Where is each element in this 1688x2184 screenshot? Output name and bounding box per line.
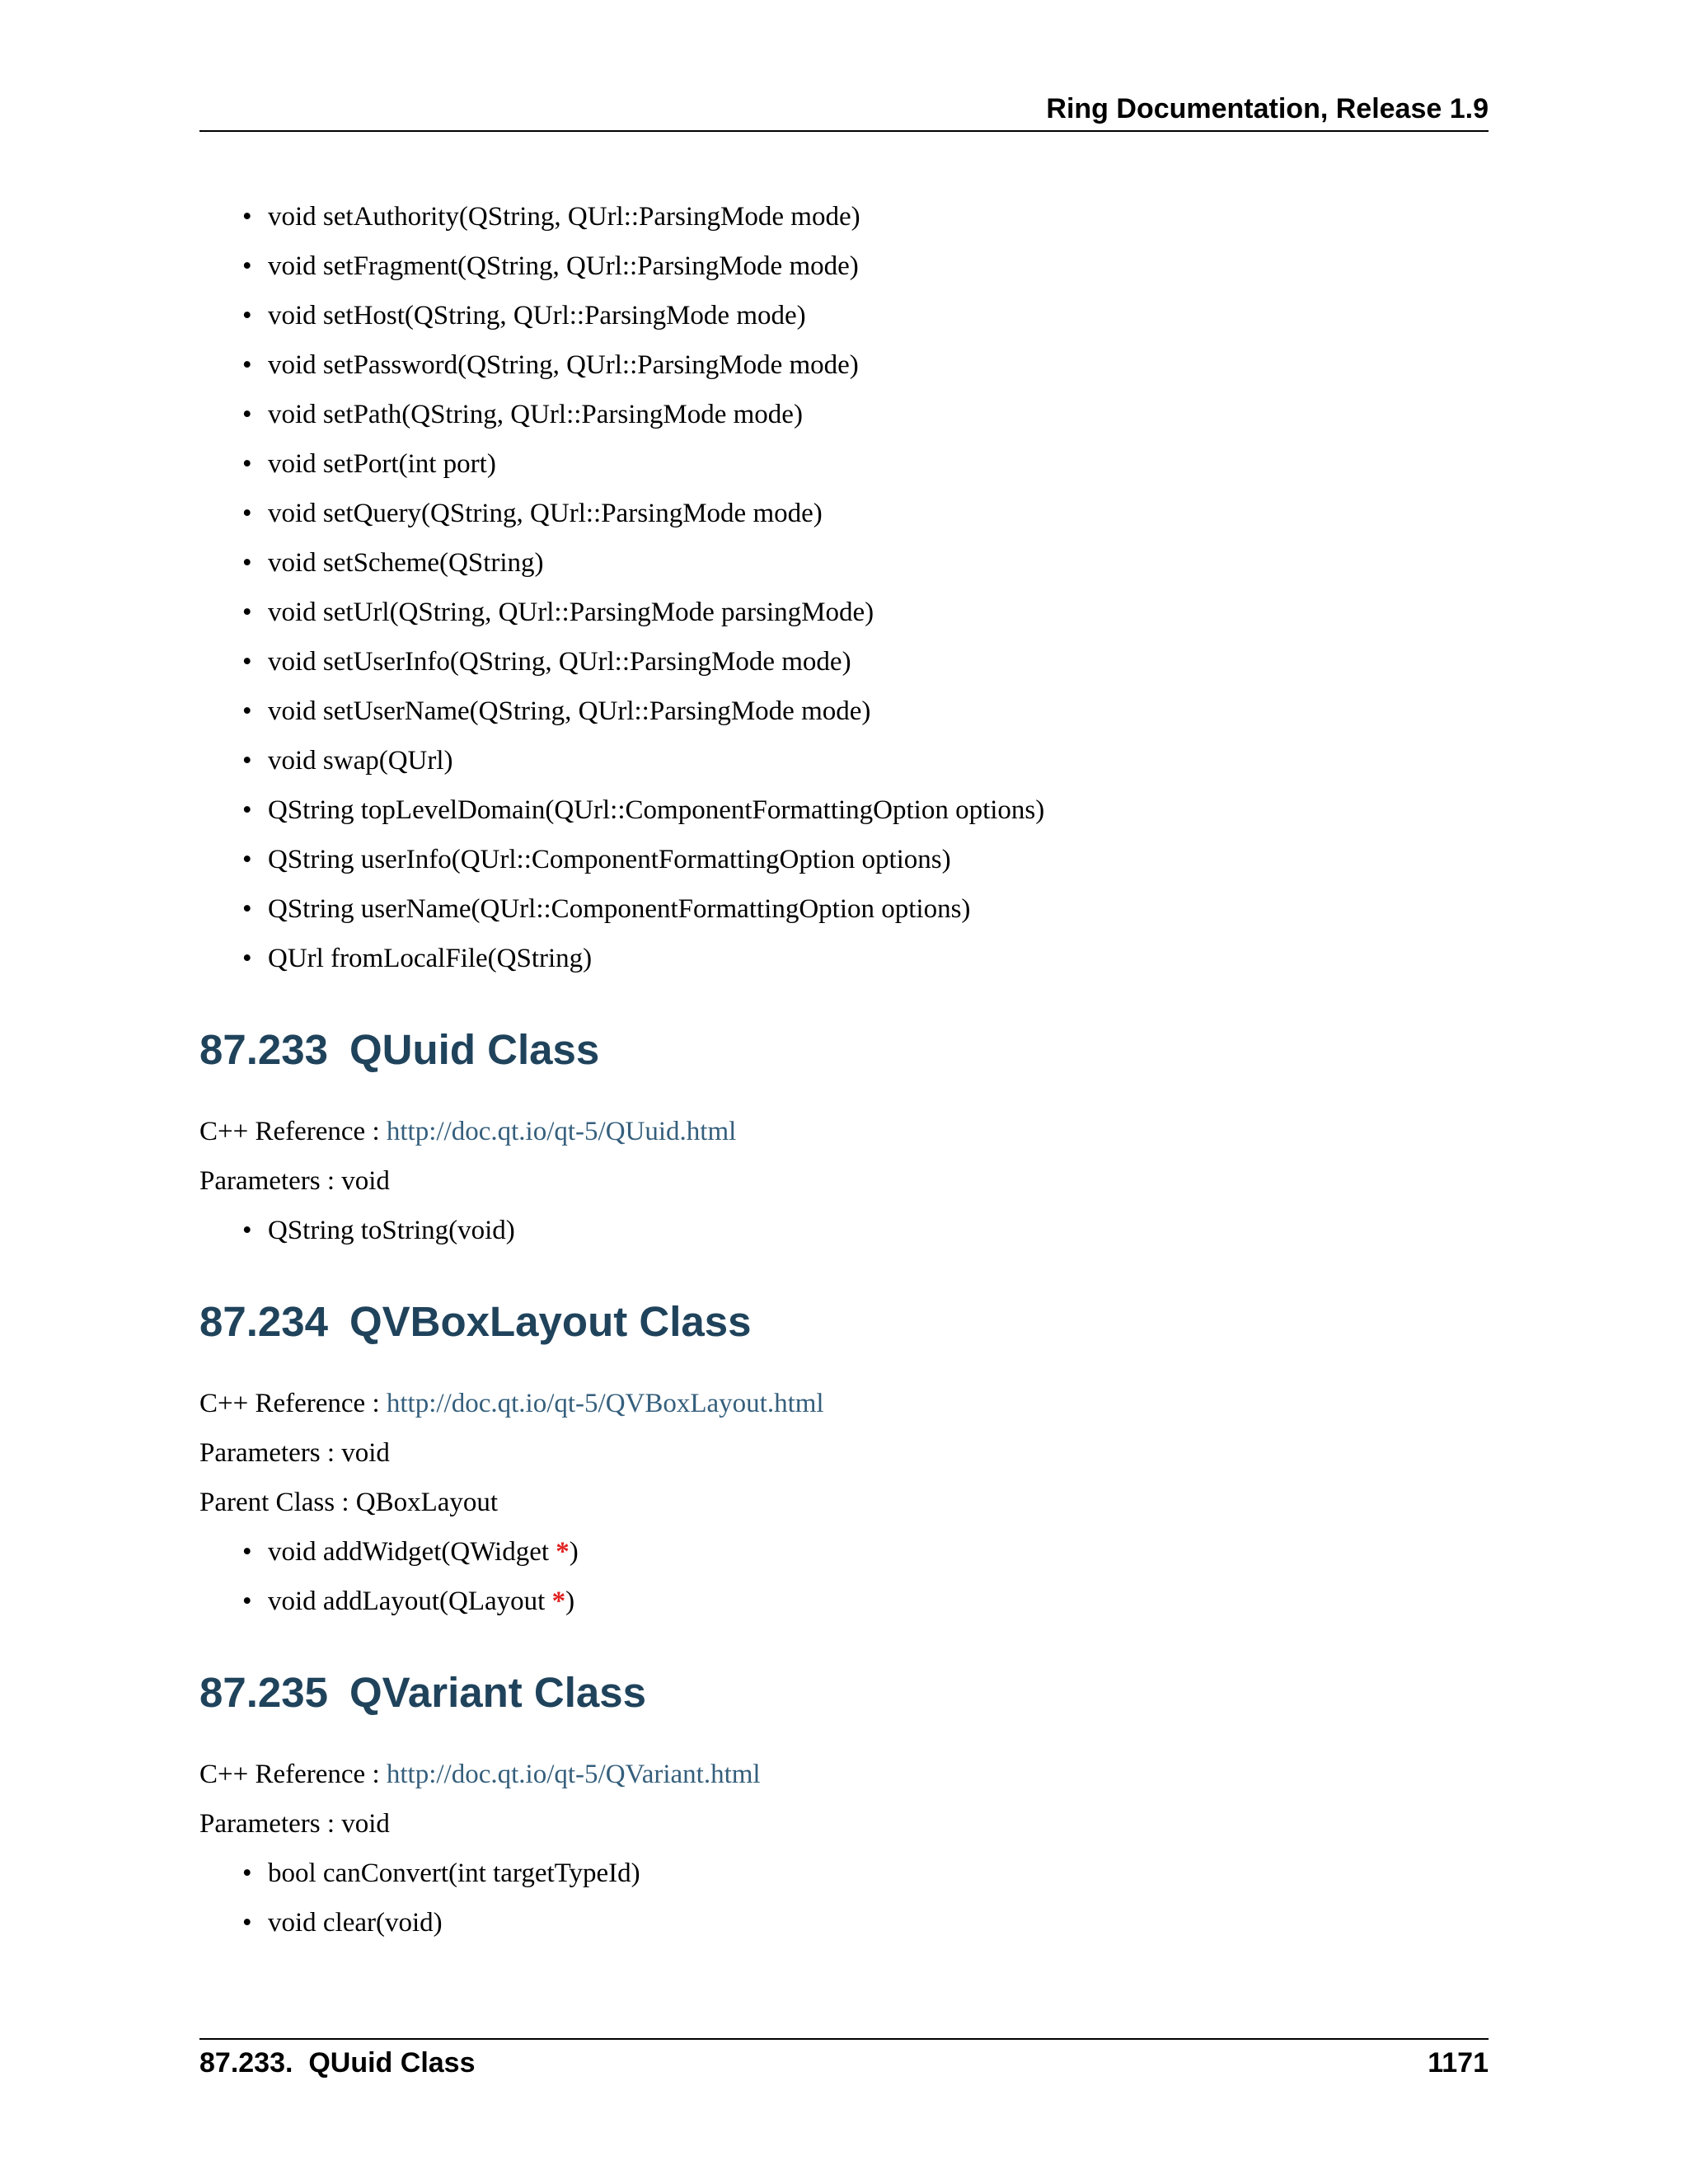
method-text: void setUserInfo(QString, QUrl::ParsingMode mode) — [268, 647, 851, 677]
bullet: • — [242, 449, 252, 479]
parameters-line: Parameters : void — [199, 1166, 390, 1196]
list-item — [199, 295, 1489, 344]
method-text: void setPath(QString, QUrl::ParsingMode mode) — [268, 400, 803, 429]
section-title: QVBoxLayout Class — [349, 1298, 752, 1345]
list-item — [199, 1902, 1489, 1952]
method-text: void swap(QUrl) — [268, 746, 453, 776]
bullet: • — [242, 301, 252, 330]
section-heading-quuid — [199, 987, 1489, 1111]
running-header — [199, 92, 1489, 132]
list-item — [199, 493, 1489, 542]
bullet: • — [242, 400, 252, 429]
parameters-line: Parameters : void — [199, 1809, 390, 1839]
cpp-reference — [199, 1754, 1489, 1803]
bullet: • — [242, 1858, 252, 1888]
bullet: • — [242, 499, 252, 528]
method-text: void setHost(QString, QUrl::ParsingMode mode) — [268, 301, 806, 330]
method-text: void setPassword(QString, QUrl::ParsingMode mode) — [268, 350, 859, 380]
method-text: void setPort(int port) — [268, 449, 496, 479]
bullet: • — [242, 944, 252, 973]
section-title: QVariant Class — [349, 1669, 647, 1716]
method-text-end: ) — [569, 1537, 579, 1567]
section-number: 87.235 — [199, 1669, 328, 1716]
list-item — [199, 938, 1489, 987]
bullet: • — [242, 251, 252, 281]
bullet: • — [242, 1537, 252, 1567]
method-text: QUrl fromLocalFile(QString) — [268, 944, 593, 973]
section-title: QUuid Class — [349, 1026, 600, 1073]
section-number: 87.233 — [199, 1026, 328, 1073]
cpp-reference — [199, 1111, 1489, 1160]
method-text: void addWidget(QWidget — [268, 1537, 556, 1567]
list-item — [199, 888, 1489, 938]
footer-section-title: 87.233. QUuid Class — [199, 2047, 476, 2079]
list-item — [199, 394, 1489, 443]
bullet: • — [242, 350, 252, 380]
list-item — [199, 443, 1489, 493]
reference-link[interactable]: http://doc.qt.io/qt-5/QVBoxLayout.html — [386, 1389, 824, 1418]
list-item — [199, 839, 1489, 888]
bullet: • — [242, 1586, 252, 1616]
cpp-reference — [199, 1383, 1489, 1432]
bullet: • — [242, 1216, 252, 1245]
pointer-star: * — [556, 1537, 570, 1567]
pointer-star: * — [551, 1586, 566, 1616]
bullet: • — [242, 647, 252, 677]
bullet: • — [242, 845, 252, 874]
list-item — [199, 1210, 1489, 1259]
bullet: • — [242, 598, 252, 627]
method-text: QString userName(QUrl::ComponentFormattingOption options) — [268, 894, 971, 924]
method-text: void addLayout(QLayout — [268, 1586, 552, 1616]
section-heading-qvboxlayout — [199, 1259, 1489, 1383]
method-text: QString topLevelDomain(QUrl::ComponentFormattingOption options) — [268, 795, 1045, 825]
list-item — [199, 790, 1489, 839]
method-list — [199, 196, 1489, 987]
list-item — [199, 691, 1489, 740]
bullet: • — [242, 795, 252, 825]
method-text: void setUserName(QString, QUrl::ParsingMode mode) — [268, 696, 871, 726]
bullet: • — [242, 894, 252, 924]
section-heading-qvariant — [199, 1630, 1489, 1754]
method-list — [199, 1853, 1489, 1952]
list-item — [199, 246, 1489, 295]
method-text: void setAuthority(QString, QUrl::ParsingMode mode) — [268, 202, 860, 232]
list-item — [199, 542, 1489, 592]
running-footer — [199, 2038, 1489, 2079]
bullet: • — [242, 548, 252, 578]
parent-class-line: Parent Class : QBoxLayout — [199, 1488, 499, 1517]
reference-link[interactable]: http://doc.qt.io/qt-5/QVariant.html — [386, 1760, 761, 1789]
list-item — [199, 1853, 1489, 1902]
page-number: 1171 — [1428, 2047, 1489, 2079]
reference-label: C++ Reference : — [199, 1389, 387, 1418]
method-list — [199, 1531, 1489, 1630]
method-text-end: ) — [565, 1586, 575, 1616]
method-text: void setScheme(QString) — [268, 548, 544, 578]
list-item — [199, 740, 1489, 790]
method-list — [199, 1210, 1489, 1259]
reference-link[interactable]: http://doc.qt.io/qt-5/QUuid.html — [386, 1117, 737, 1146]
section-number: 87.234 — [199, 1298, 328, 1345]
method-text: void setFragment(QString, QUrl::ParsingMode mode) — [268, 251, 859, 281]
bullet: • — [242, 1908, 252, 1938]
method-text: QString toString(void) — [268, 1216, 515, 1245]
method-text: void setQuery(QString, QUrl::ParsingMode mode) — [268, 499, 823, 528]
list-item — [199, 344, 1489, 394]
page-content — [199, 196, 1489, 1952]
method-text: void clear(void) — [268, 1908, 443, 1938]
method-text: bool canConvert(int targetTypeId) — [268, 1858, 640, 1888]
bullet: • — [242, 696, 252, 726]
reference-label: C++ Reference : — [199, 1117, 387, 1146]
header-title: Ring Documentation, Release 1.9 — [1046, 93, 1489, 124]
list-item — [199, 196, 1489, 246]
method-text: void setUrl(QString, QUrl::ParsingMode parsingMode) — [268, 598, 874, 627]
bullet: • — [242, 746, 252, 776]
method-text: QString userInfo(QUrl::ComponentFormattingOption options) — [268, 845, 951, 874]
list-item — [199, 1531, 1489, 1581]
list-item — [199, 592, 1489, 641]
reference-label: C++ Reference : — [199, 1760, 387, 1789]
list-item — [199, 641, 1489, 691]
bullet: • — [242, 202, 252, 232]
parameters-line: Parameters : void — [199, 1438, 390, 1468]
list-item — [199, 1581, 1489, 1630]
